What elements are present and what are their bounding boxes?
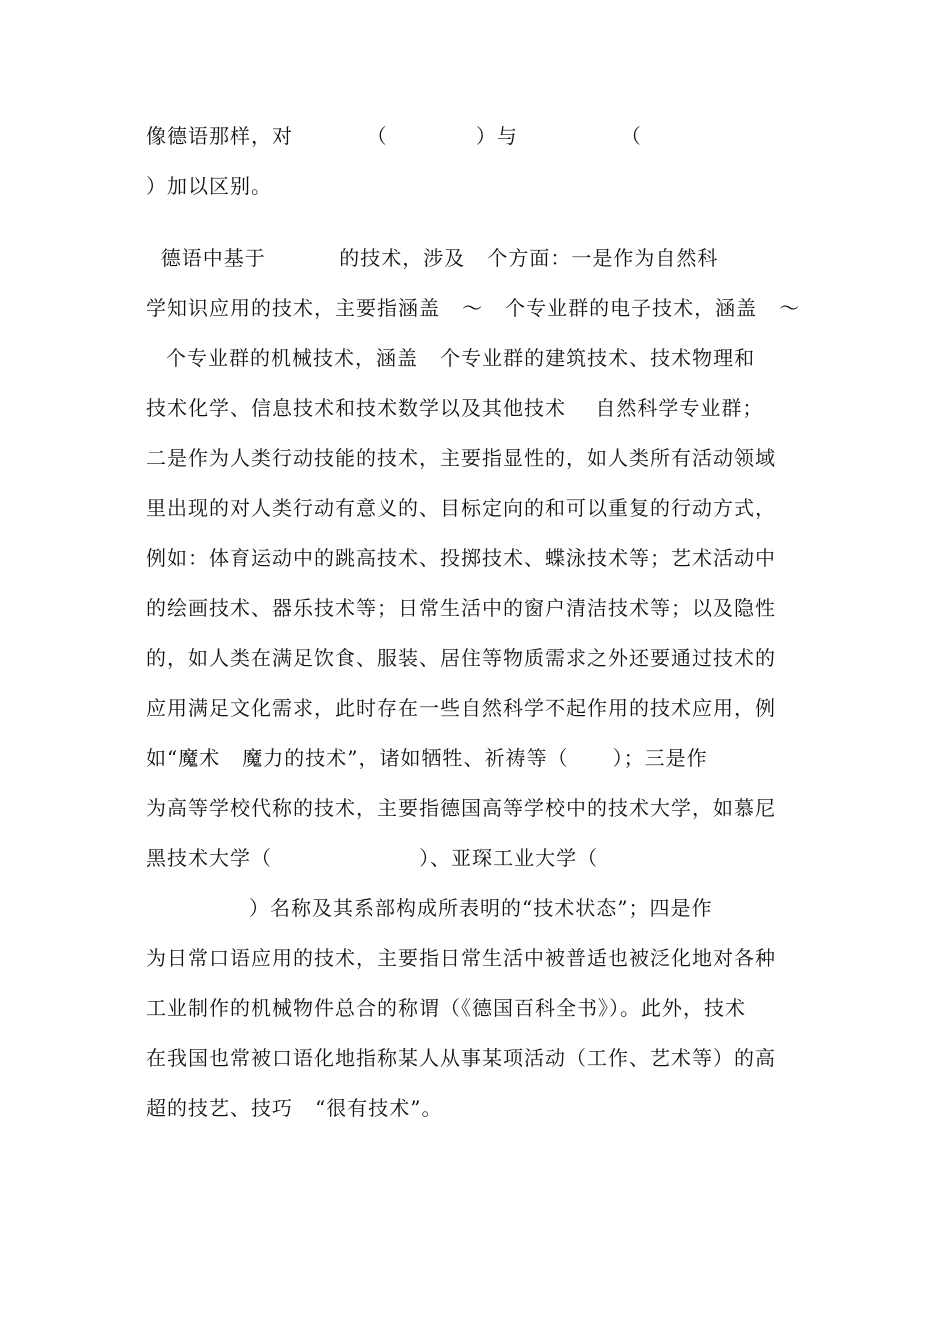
text-line: 工业制作的机械物件总合的称谓（《德国百科全书》）。此外，技术 xyxy=(146,996,746,1020)
text-line: 个专业群的机械技术，涵盖 个专业群的建筑技术、技术物理和 xyxy=(166,346,756,370)
text-line: 为日常口语应用的技术，主要指日常生活中被普适也被泛化地对各种 xyxy=(146,946,776,970)
text-line: 应用满足文化需求，此时存在一些自然科学不起作用的技术应用，例 xyxy=(146,696,776,720)
text-line: 的，如人类在满足饮食、服装、居住等物质需求之外还要通过技术的 xyxy=(146,646,776,670)
text-line: 里出现的对人类行动有意义的、目标定向的和可以重复的行动方式， xyxy=(146,496,776,520)
text-line: 黑技术大学（ ）、亚琛工业大学（ xyxy=(146,846,599,870)
text-line: ）名称及其系部构成所表明的“技术状态”；四是作 xyxy=(146,896,713,920)
text-line: ）加以区别。 xyxy=(146,174,272,198)
text-line: 为高等学校代称的技术，主要指德国高等学校中的技术大学，如慕尼 xyxy=(146,796,776,820)
text-line: 技术化学、信息技术和技术数学以及其他技术 自然科学专业群； xyxy=(146,396,764,420)
text-line: 如“魔术 魔力的技术”，诸如牺牲、祈祷等（ ）；三是作 xyxy=(146,746,708,770)
text-line: 的绘画技术、器乐技术等；日常生活中的窗户清洁技术等；以及隐性 xyxy=(146,596,776,620)
text-line: 德语中基于 的技术，涉及 个方面：一是作为自然科 xyxy=(146,246,719,270)
text-line: 在我国也常被口语化地指称某人从事某项活动（工作、艺术等）的高 xyxy=(146,1046,776,1070)
text-line: 超的技艺、技巧 “很有技术”。 xyxy=(146,1096,443,1120)
text-line: 例如：体育运动中的跳高技术、投掷技术、蝶泳技术等；艺术活动中 xyxy=(146,546,776,570)
text-line: 学知识应用的技术，主要指涵盖 ～ 个专业群的电子技术，涵盖 ～ xyxy=(146,296,801,320)
text-line: 像德语那样，对 （ ）与 （ xyxy=(146,124,642,148)
text-line: 二是作为人类行动技能的技术，主要指显性的，如人类所有活动领域 xyxy=(146,446,776,470)
